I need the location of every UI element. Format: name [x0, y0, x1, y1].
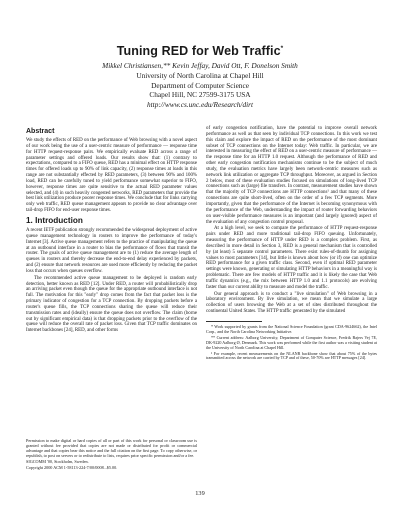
- permission-text: Permission to make digital or hard copies of all or part of this work for personal or classroom use is granted without fee provided that copies are not made or distributed for profit or commercial advantage and that copies bear this notice and the full citation on the first page. To copy otherwise, or republish, to post on servers or to redistribute to lists, requires prior specific permission and/or a fee.: [26, 438, 197, 458]
- affiliation-address: Chapel Hill, NC 27599-3175 USA: [149, 90, 251, 99]
- abstract-heading: Abstract: [26, 128, 55, 135]
- right-paragraph-2: At a high level, we seek to compare the performance of HTTP request-response pairs under RED and more traditional tail-drop FIFO queuing. Unfortunately, measuring the performance of HTTP under RED is a complex problem. First, as described in more detail in Section 3, RED is a general mechanism that is controlled by (at least) 5 separate control parameters. There exist rules-of-thumb for assigning values to most parameters [14], but little is known about how (or if) one can optimize RED performance for a given traffic class. Second, even if optimal RED parameter settings were known, generating or simulating HTTP behaviors in a meaningful way is problematic. There are few models of HTTP traffic and it is likely the case that Web traffic dynamics (e.g., the mix between HTTP 1.0 and 1.1 protocols) are evolving faster than our current ability to measure and model the traffic.: [206, 226, 377, 290]
- conference-line: SIGCOMM '00, Stockholm, Sweden.: [26, 459, 89, 464]
- affiliation-university: University of North Carolina at Chapel Hill: [136, 71, 264, 80]
- right-column: [206, 126, 377, 362]
- introduction-heading: 1. Introduction: [26, 215, 83, 225]
- author-list: Mikkel Christiansen,** Kevin Jeffay, David Ott, F. Donelson Smith: [102, 61, 298, 70]
- right-paragraph-1: of early congestion notification, have the potential to improve overall network performance as well as that seen by individual TCP connections. In this work we test this claim and explore the impact of RED on the performance of the most dominant subset of TCP connections on the Internet today: Web traffic. In particular, we are interested in measuring the effect of RED on a user-centric measure of performance — the response time for an HTTP 1.0 request. Although the performance of RED and other early congestion notification mechanisms continue to be the subject of much study, the evaluation metrics have largely been network-centric measures such as network link utilization or aggregate TCP throughput. Moreover, as argued in Section 2 below, most of these evaluation studies focused on simulations of long-lived TCP connections such as (large) file transfers. In contrast, measurement studies have shown that the majority of TCP connections are HTTP connections¹ and that many of these connections are quite short-lived, often on the order of a few TCP segments. More importantly, given that the performance of the Internet is becoming synonymous with the performance of the Web, understanding the impact of router forwarding behaviors on user-visible performance measures is an important (and largely ignored) aspect of the evaluation of any congestion control proposal.: [206, 126, 377, 225]
- paper-title: [0, 44, 400, 58]
- intro-paragraph-2: The recommended active queue management to be deployed is random early detection, better known as RED [12]. Under RED, a router will probabilistically drop an arriving packet even though the queue for the appropriate outbound interface is not full. The motivation for this "early" drop comes from the fact that packet loss is the primary indicator of congestion for a TCP connection. By dropping packets before a router's queue fills, the TCP connections sharing the queue will reduce their transmission rates and (ideally) ensure the queue does not overflow. The claim (borne out by significant empirical data) is that dropping packets prior to the overflow of the queue will reduce the overall rate of packet loss. Given that TCP traffic dominates on Internet backbones [24], RED, and other forms: [26, 275, 197, 334]
- abstract-text: We study the effects of RED on the performance of Web browsing with a novel aspect of our work being the use of a user-centric measure of performance — response time for HTTP request-response pairs. We empirically evaluate RED across a range of parameter settings and offered loads. Our results show that: (1) contrary to expectations, compared to a FIFO queue, RED has a minimal effect on HTTP response times for offered loads up to 90% of link capacity, (2) response times at loads in this range are not substantially effected by RED parameters, (3) between 90% and 100% load, RED can be carefully tuned to yield performance somewhat superior to FIFO, however, response times are quite sensitive to the actual RED parameter values selected, and (4) in such heavily congested networks, RED parameters that provide the best link utilization produce poorer response times. We conclude that for links carrying only web traffic, RED queue management appears to provide no clear advantage over tail-drop FIFO for end-user response times.: [26, 138, 197, 214]
- title-footnote-marker: *: [280, 44, 284, 52]
- copyright-line: Copyright 2000 ACM 1-58113-224-7/00/0008...$5.00.: [26, 465, 118, 470]
- right-paragraph-3: Our general approach is to conduct a "live simulation" of Web browsing in a laboratory environment. By live simulation, we mean that we simulate a large collection of users browsing the Web at a set of sites distributed throughout the continental United States. The HTTP traffic generated by the simulated: [206, 291, 377, 315]
- footnote-measurements: ¹ For example, recent measurements on the NLANR backbone show that about 75% of the bytes transmitted across the network are carried by TCP and of these, 50-70% are HTTP messages [24].: [206, 350, 377, 361]
- affiliation-department: Department of Computer Science: [151, 80, 249, 90]
- project-url: http://www.cs.unc.edu/Research/dirt: [147, 99, 253, 109]
- copyright-notice: [26, 438, 197, 471]
- paper-title-text: Tuning RED for Web Traffic: [116, 44, 281, 58]
- page-number: 139: [195, 490, 205, 497]
- intro-paragraph-1: A recent IETF publication strongly recommended the widespread deployment of active queue management technology in routers to improve the performance of today's Internet [3]. Active queue management refers to the practice of manipulating the queue at an outbound interface in a router to bias the performance of flows that transit the router. The goals of active queue management are to (1) reduce the average length of queues in routers and thereby decrease the end-to-end delay experienced by packets, and (2) ensure that network resources are used more efficiently by reducing the packet loss that occurs when queues overflow.: [26, 227, 197, 274]
- left-column: [26, 126, 197, 335]
- footnote-address: ** Current address: Aalborg University, Department of Computer Science, Fredrik Bajers Vej 7E, DK-9220 Aalborg Ø, Denmark. This work was performed while the first author was a visiting student at the University of North Carolina at Chapel Hill.: [206, 334, 377, 350]
- footnote-funding: * Work supported by grants from the National Science Foundation (grant CDA-9624662), the Intel Corp., and the North Carolina Networking Initiative.: [206, 324, 377, 334]
- footnote-divider: [206, 321, 262, 322]
